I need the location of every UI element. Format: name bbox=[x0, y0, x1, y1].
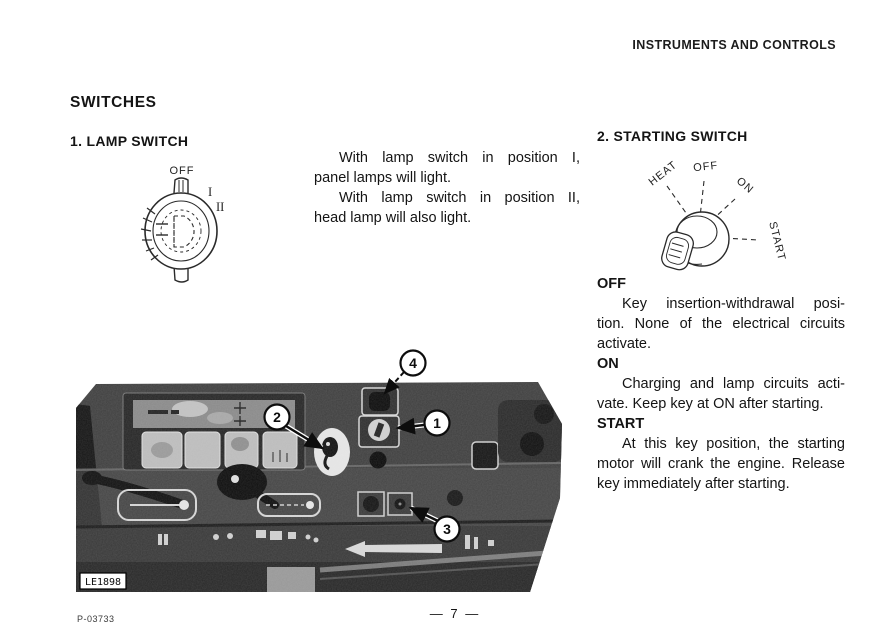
lamp-switch-heading: 1. LAMP SWITCH bbox=[70, 133, 189, 149]
section-line: vate. Keep key at ON after starting. bbox=[597, 396, 824, 412]
paragraph-line: With lamp switch in position II, bbox=[339, 190, 580, 206]
section-label: ON bbox=[597, 356, 619, 372]
photo-id-tag bbox=[80, 573, 126, 589]
callout-2-number: 2 bbox=[273, 409, 281, 425]
footer-print-code: P-03733 bbox=[77, 614, 115, 624]
paragraph-line: head lamp will also light. bbox=[314, 210, 472, 226]
lamp-dial-off-label: OFF bbox=[169, 165, 195, 177]
section-line: Charging and lamp circuits acti- bbox=[622, 376, 845, 392]
section-line: Key insertion-withdrawal posi- bbox=[622, 296, 845, 312]
start-dial-heat-label: HEAT bbox=[646, 158, 680, 189]
section-line: tion. None of the electrical circuits bbox=[597, 316, 845, 332]
page-number: — 7 — bbox=[429, 606, 481, 621]
section-label: OFF bbox=[597, 276, 626, 292]
paragraph-line: With lamp switch in position I, bbox=[339, 150, 580, 166]
lamp-dial-pos1-label: I bbox=[208, 185, 213, 199]
instrument-panel-photo bbox=[70, 348, 570, 594]
page-header: INSTRUMENTS AND CONTROLS bbox=[632, 38, 836, 52]
photo-tag-text: LE1898 bbox=[84, 577, 122, 588]
callout-4-number: 4 bbox=[409, 355, 417, 371]
lamp-dial-pos2-label: II bbox=[216, 200, 225, 214]
key-switch-art bbox=[660, 212, 729, 272]
page-title: SWITCHES bbox=[70, 94, 157, 111]
section-line: At this key position, the starting bbox=[622, 436, 845, 452]
starting-switch-descriptions bbox=[597, 274, 845, 494]
section-line: key immediately after starting. bbox=[597, 476, 790, 492]
start-dial-off-label: OFF bbox=[692, 159, 719, 175]
section-line: motor will crank the engine. Release bbox=[597, 456, 845, 472]
knob-top-tab bbox=[174, 178, 188, 193]
panel-details bbox=[76, 382, 564, 592]
lamp-switch-paragraph bbox=[314, 148, 580, 228]
callout-3-number: 3 bbox=[443, 521, 451, 537]
section-label: START bbox=[597, 416, 645, 432]
knob-body bbox=[145, 193, 217, 269]
start-dial-on-label: ON bbox=[733, 175, 756, 197]
section-line: activate. bbox=[597, 336, 651, 352]
paragraph-line: panel lamps will light. bbox=[314, 170, 452, 186]
starting-switch-diagram bbox=[630, 150, 808, 288]
callout-1-number: 1 bbox=[433, 415, 441, 431]
start-dial-start-label: START bbox=[766, 220, 788, 263]
starting-switch-heading: 2. STARTING SWITCH bbox=[597, 128, 748, 144]
lamp-switch-diagram bbox=[122, 156, 240, 288]
